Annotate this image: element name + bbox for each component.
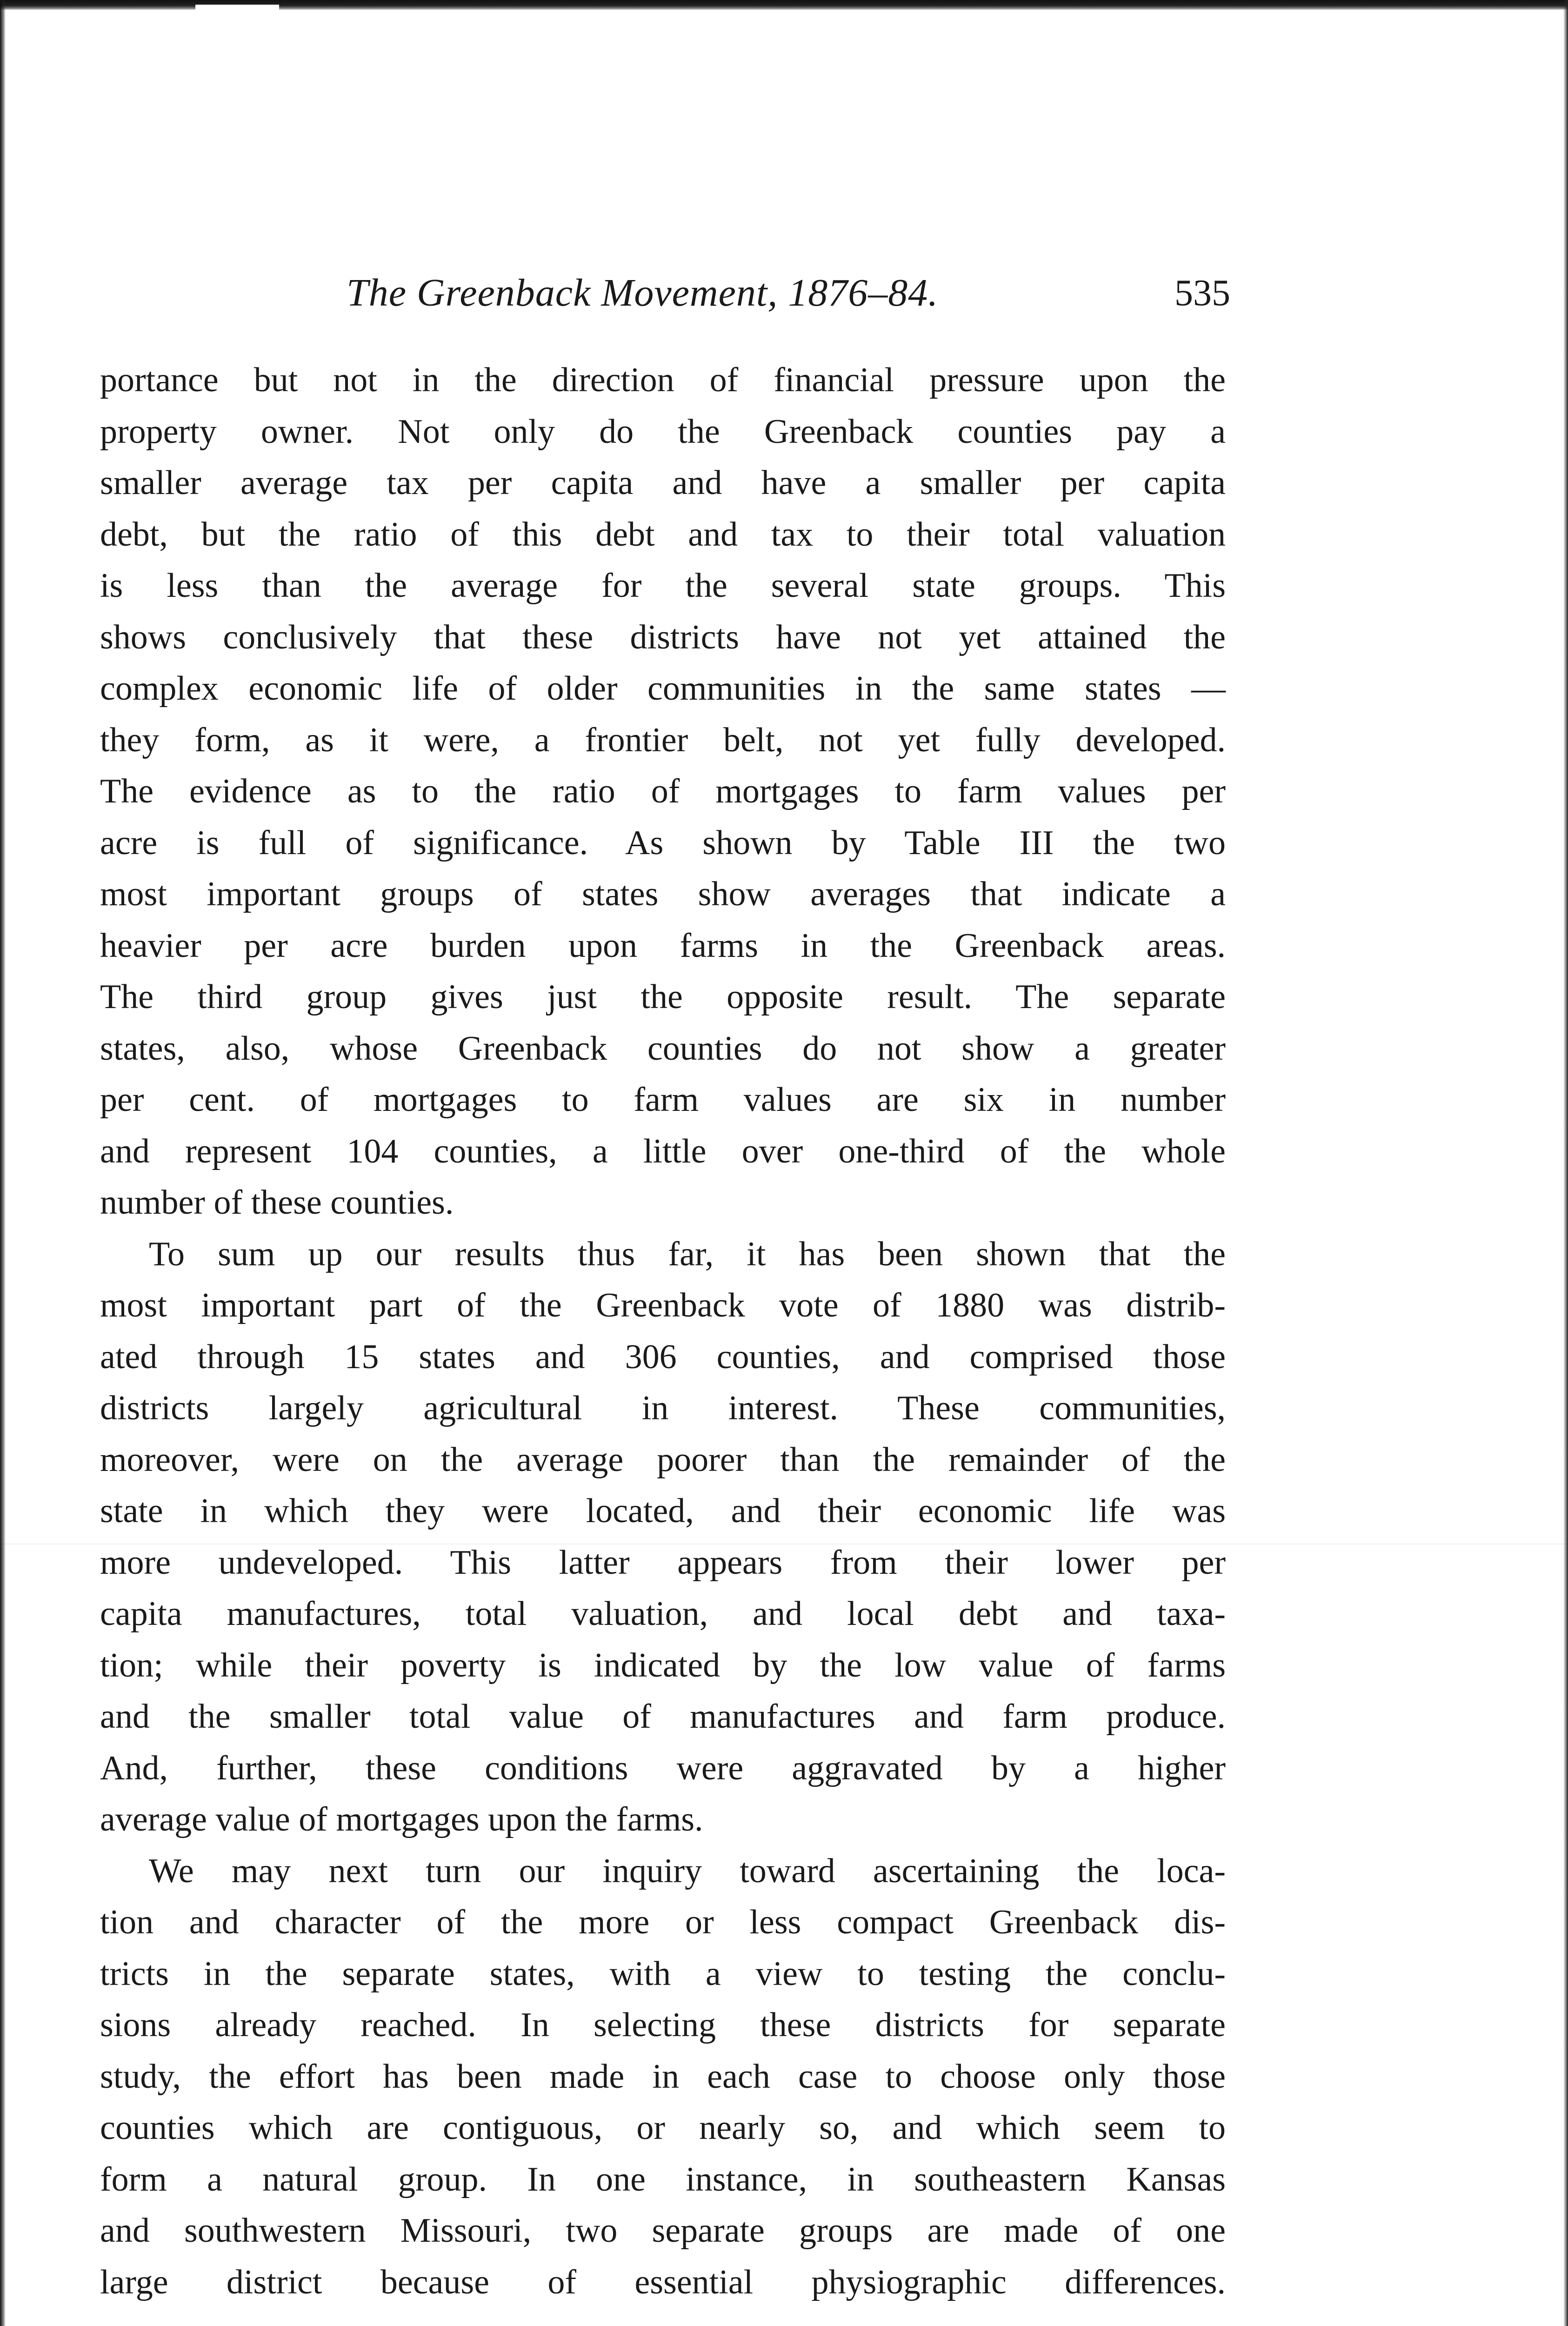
- text-line: To sum up our results thus far, it has been shown that the: [149, 1235, 1226, 1273]
- scan-left-edge: [0, 0, 6, 2326]
- running-head: [105, 263, 1230, 323]
- text-line: debt, but the ratio of this debt and tax to their total valuation: [100, 515, 1226, 554]
- text-line: The third group gives just the opposite result. The separate: [100, 978, 1226, 1016]
- text-line: study, the effort has been made in each case to choose only those: [100, 2057, 1226, 2096]
- text-line: ated through 15 states and 306 counties, and comprised those: [100, 1337, 1226, 1376]
- text-line: counties which are contiguous, or nearly so, and which seem to: [100, 2109, 1226, 2147]
- text-line: large district because of essential physiographic differences.: [100, 2263, 1226, 2301]
- text-line: they form, as it were, a frontier belt, not yet fully developed.: [100, 721, 1226, 759]
- text-line: form a natural group. In one instance, in southeastern Kansas: [100, 2160, 1226, 2199]
- text-line: sions already reached. In selecting these districts for separate: [100, 2006, 1226, 2044]
- text-line: and southwestern Missouri, two separate groups are made of one: [100, 2212, 1226, 2250]
- text-line: acre is full of significance. As shown by Table III the two: [100, 823, 1226, 862]
- text-line: tion; while their poverty is indicated by the low value of farms: [100, 1646, 1226, 1684]
- text-line: complex economic life of older communities in the same states —: [100, 669, 1226, 708]
- text-line: number of these counties.: [100, 1183, 454, 1222]
- text-line: moreover, were on the average poorer than the remainder of the: [100, 1440, 1226, 1479]
- paragraph-3: [100, 1845, 1226, 2308]
- text-line: average value of mortgages upon the farms.: [100, 1800, 703, 1838]
- paragraph-2: [100, 1229, 1226, 1845]
- text-line: districts largely agricultural in interest. These communities,: [100, 1389, 1226, 1427]
- scan-top-edge-gap: [195, 5, 279, 10]
- text-line: capita manufactures, total valuation, and local debt and taxa-: [100, 1595, 1226, 1633]
- text-line: portance but not in the direction of financial pressure upon the: [100, 361, 1226, 399]
- paragraph-1: [100, 354, 1226, 1229]
- text-line: most important part of the Greenback vote of 1880 was distrib-: [100, 1286, 1226, 1324]
- text-line: state in which they were located, and their economic life was: [100, 1492, 1226, 1530]
- text-line: property owner. Not only do the Greenback counties pay a: [100, 412, 1226, 451]
- text-line: smaller average tax per capita and have a smaller per capita: [100, 464, 1226, 502]
- text-line: is less than the average for the several state groups. This: [100, 567, 1226, 605]
- text-line: and represent 104 counties, a little over one-third of the whole: [100, 1132, 1226, 1170]
- page-number: 535: [1174, 273, 1230, 314]
- text-line: tion and character of the more or less compact Greenback dis-: [100, 1903, 1226, 1941]
- text-line: And, further, these conditions were aggravated by a higher: [100, 1749, 1226, 1787]
- text-line: heavier per acre burden upon farms in the Greenback areas.: [100, 926, 1226, 965]
- scan-right-edge: [1563, 0, 1568, 2326]
- text-line: shows conclusively that these districts have not yet attained the: [100, 618, 1226, 656]
- text-line: more undeveloped. This latter appears from their lower per: [100, 1543, 1226, 1582]
- text-line: states, also, whose Greenback counties do not show a greater: [100, 1029, 1226, 1068]
- text-line: The evidence as to the ratio of mortgages to farm values per: [100, 772, 1226, 810]
- text-line: We may next turn our inquiry toward ascertaining the loca-: [149, 1851, 1226, 1890]
- text-line: and the smaller total value of manufactures and farm produce.: [100, 1698, 1226, 1736]
- text-line: most important groups of states show averages that indicate a: [100, 875, 1226, 913]
- text-line: tricts in the separate states, with a view to testing the conclu-: [100, 1954, 1226, 1993]
- body-text: [100, 354, 1226, 2308]
- text-line: per cent. of mortgages to farm values are six in number: [100, 1081, 1226, 1119]
- running-title: The Greenback Movement, 1876–84.: [347, 271, 939, 314]
